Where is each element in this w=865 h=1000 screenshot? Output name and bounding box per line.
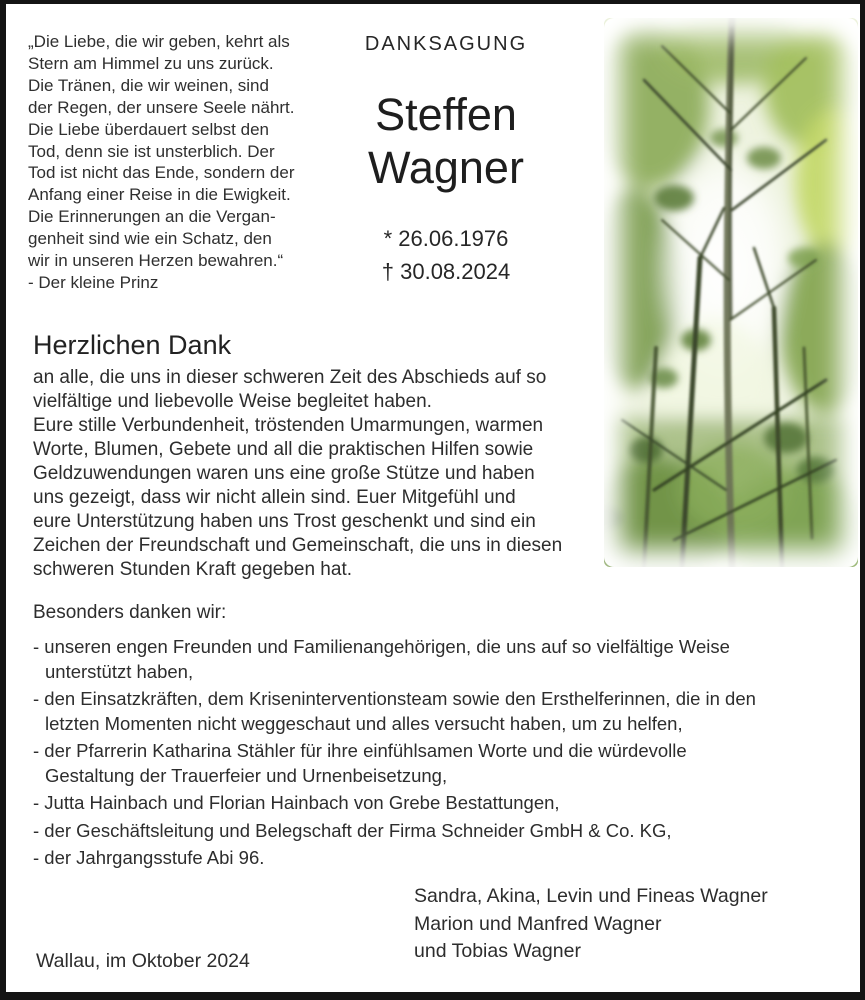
list-item <box>33 635 843 684</box>
deceased-last-name: Wagner <box>368 142 524 193</box>
notice-type-label: DANKSAGUNG <box>364 33 528 55</box>
paragraph-line: uns gezeigt, dass wir nicht allein sind. Euer Mitgefühl und <box>33 487 516 508</box>
list-item <box>33 819 843 844</box>
deceased-name <box>286 88 606 194</box>
list-item-line: - unseren engen Freunden und Familienangehörigen, die uns auf so vielfältige Weise <box>33 636 730 657</box>
memorial-photo <box>604 18 858 567</box>
poem-line: Tod ist nicht das Ende, sondern der <box>28 163 295 183</box>
list-item-line: - Jutta Hainbach und Florian Hainbach von Grebe Bestattungen, <box>33 792 560 813</box>
list-item <box>33 739 843 788</box>
thanks-paragraph <box>33 366 608 582</box>
poem-line: Die Liebe überdauert selbst den <box>28 119 269 139</box>
paragraph-line: Geldzuwendungen waren uns eine große Stütze und haben <box>33 463 535 484</box>
list-item <box>33 687 843 736</box>
signatures-block <box>414 883 844 966</box>
paragraph-line: Eure stille Verbundenheit, tröstenden Umarmungen, warmen <box>33 415 544 436</box>
poem-line: Stern am Himmel zu uns zurück. <box>28 53 274 73</box>
paragraph-line: schweren Stunden Kraft gegeben hat. <box>33 559 353 580</box>
life-dates <box>286 223 606 288</box>
poem-line: Die Tränen, die wir weinen, sind <box>28 75 269 95</box>
deceased-first-name: Steffen <box>375 89 517 140</box>
paragraph-line: eure Unterstützung haben uns Trost geschenkt und sind ein <box>33 511 536 532</box>
birth-date-line: * 26.06.1976 <box>383 226 509 251</box>
poem-line: Anfang einer Reise in die Ewigkeit. <box>28 185 291 205</box>
special-thanks-list <box>33 635 843 874</box>
list-item-line: - der Jahrgangsstufe Abi 96. <box>33 847 265 868</box>
paragraph-line: vielfältige und liebevolle Weise begleitet haben. <box>33 391 432 412</box>
forest-canopy-illustration <box>604 18 858 567</box>
poem-attribution: - Der kleine Prinz <box>28 272 159 292</box>
special-thanks-intro: Besonders danken wir: <box>33 602 227 623</box>
poem-line: Die Erinnerungen an die Vergan- <box>28 207 276 227</box>
signature-line: und Tobias Wagner <box>414 940 581 962</box>
list-item-line: Gestaltung der Trauerfeier und Urnenbeisetzung, <box>45 764 448 786</box>
list-item <box>33 791 843 816</box>
poem-line: genheit sind wie ein Schatz, den <box>28 229 272 249</box>
paragraph-line: Zeichen der Freundschaft und Gemeinschaft, die uns in diesen <box>33 535 563 556</box>
paragraph-line: an alle, die uns in dieser schweren Zeit des Abschieds auf so <box>33 367 547 388</box>
list-item-line: - der Geschäftsleitung und Belegschaft der Firma Schneider GmbH & Co. KG, <box>33 819 672 841</box>
list-item-line: letzten Momenten nicht weggeschaut und alles versucht haben, um zu helfen, <box>45 712 683 734</box>
list-item <box>33 846 843 871</box>
signature-line: Marion und Manfred Wagner <box>414 912 662 935</box>
paragraph-line: Worte, Blumen, Gebete und all die praktischen Hilfen sowie <box>33 439 534 460</box>
poem-line: Tod, denn sie ist unsterblich. Der <box>28 141 275 161</box>
poem-line: „Die Liebe, die wir geben, kehrt als <box>28 32 290 51</box>
death-date-line: † 30.08.2024 <box>381 258 511 284</box>
poem-line: der Regen, der unsere Seele nährt. <box>28 97 295 117</box>
place-date-line: Wallau, im Oktober 2024 <box>36 950 250 972</box>
signature-line: Sandra, Akina, Levin und Fineas Wagner <box>414 885 768 907</box>
list-item-line: - der Pfarrerin Katharina Stähler für ihre einfühlsamen Worte und die würdevolle <box>33 740 687 761</box>
list-item-line: - den Einsatzkräften, dem Kriseninterventionsteam sowie den Ersthelferinnen, die in den <box>33 688 756 709</box>
thanks-heading: Herzlichen Dank <box>33 330 232 360</box>
poem-line: wir in unseren Herzen bewahren.“ <box>28 251 284 271</box>
list-item-line: unterstützt haben, <box>45 660 194 682</box>
